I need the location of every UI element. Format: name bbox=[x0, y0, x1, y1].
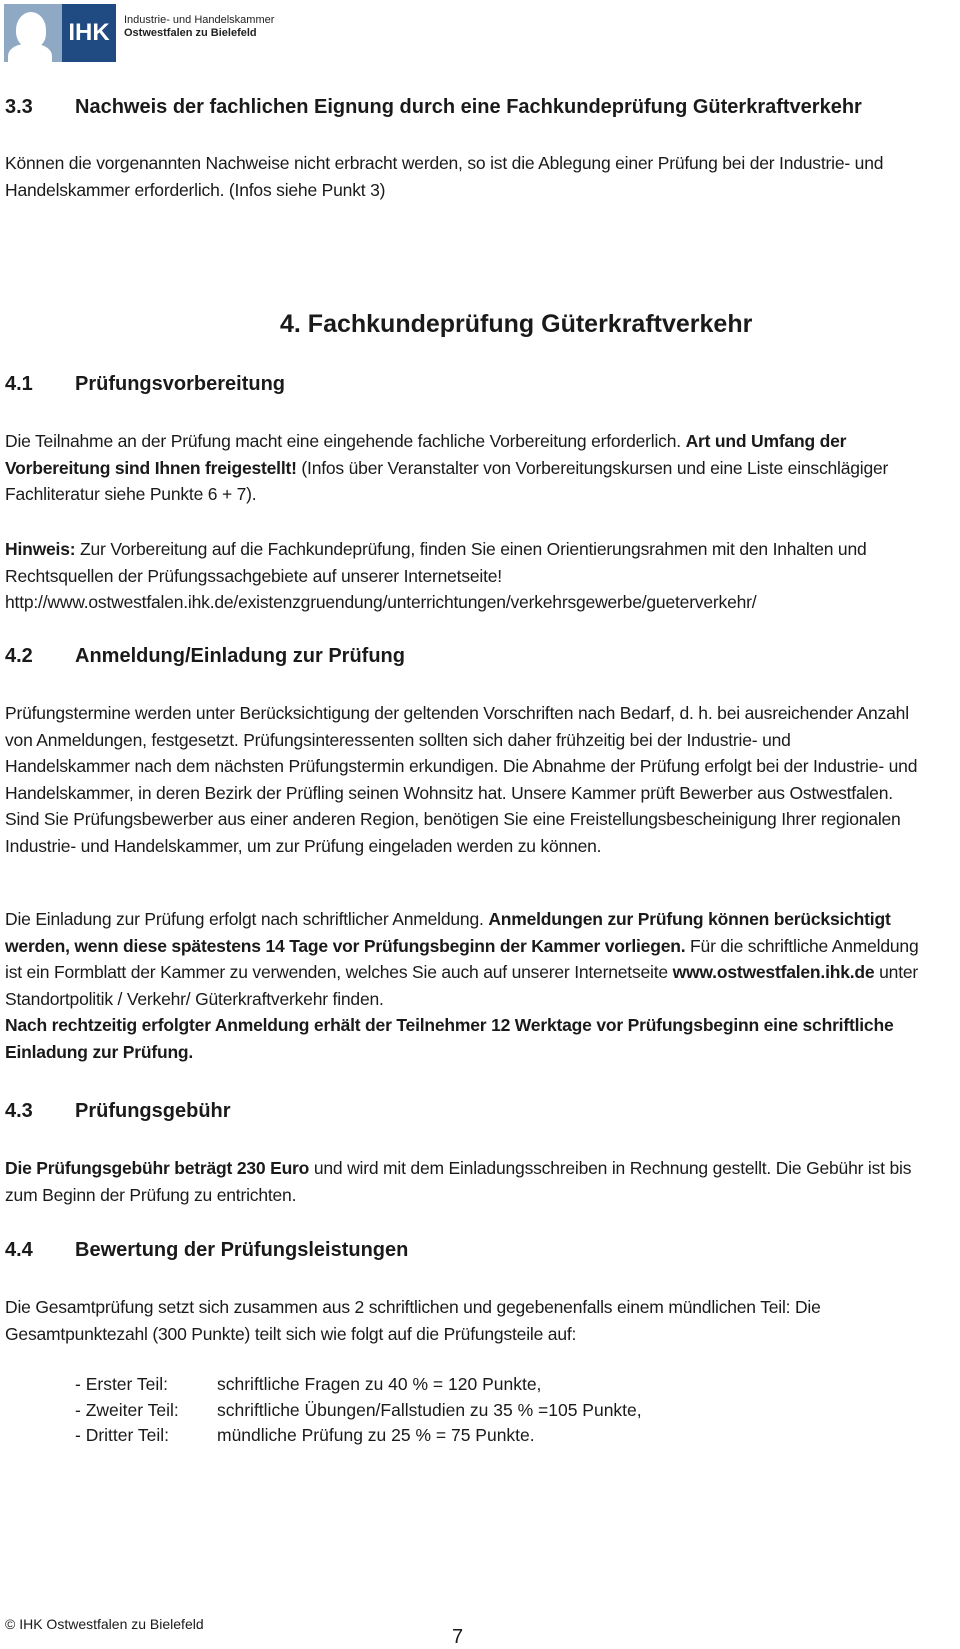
heading-4-3: 4.3 Prüfungsgebühr bbox=[5, 1100, 231, 1122]
profile-silhouette-icon bbox=[4, 4, 62, 62]
para-4-3: Die Prüfungsgebühr beträgt 230 Euro und wird mit dem Einladungsschreiben in Rechnung gestellt. Die Gebühr ist bis zum Beginn der Prüfung zu entrichten. bbox=[5, 1158, 912, 1205]
internet-link[interactable]: http://www.ostwestfalen.ihk.de/existenzgruendung/unterrichtungen/verkehrsgewerbe/gueterverkehr/ bbox=[5, 592, 757, 612]
para-4-4: Die Gesamtprüfung setzt sich zusammen aus 2 schriftlichen und gegebenenfalls einem mündlichen Teil: Die Gesamtpunktezahl (300 Punkte) teilt sich wie folgt auf die Prüfungsteile auf: bbox=[5, 1297, 821, 1344]
score-list bbox=[75, 1372, 642, 1449]
logo-line2: Ostwestfalen zu Bielefeld bbox=[124, 27, 257, 39]
para-4-2-b: Die Einladung zur Prüfung erfolgt nach schriftlicher Anmeldung. Anmeldungen zur Prüfung können berücksichtigt werden, wenn diese spätestens 14 Tage vor Prüfungsbeginn der Kammer vorliegen. Für die schriftliche Anmeldung ist ein Formblatt der Kammer zu verwenden, welches Sie auch auf unserer Internetseite www.ostwestfalen.ihk.de unter Standortpolitik / Verkehr/ Güterkraftverkehr finden. Nach rechtzeitig erfolgter Anmeldung erhält der Teilnehmer 12 Werktage vor Prüfungsbeginn eine schriftliche Einladung zur Prüfung. bbox=[5, 909, 919, 1062]
list-item: - Erster Teil: schriftliche Fragen zu 40 % = 120 Punkte, bbox=[75, 1374, 542, 1394]
para-4-2-a: Prüfungstermine werden unter Berücksichtigung der geltenden Vorschriften nach Bedarf, d. h. bei ausreichender Anzahl von Anmeldungen, festgesetzt. Prüfungsinteressenten sollten sich daher frühzeitig bei der Industrie- und Handelskammer nach dem nächsten Prüfungstermin erkundigen. Die Abnahme der Prüfung erfolgt bei der Industrie- und Handelskammer, in deren Bezirk der Prüfling seinen Wohnsitz hat. Unsere Kammer prüft Bewerber aus Ostwestfalen. Sind Sie Prüfungsbewerber aus einer anderen Region, benötigen Sie eine Freistellungsbescheinigung Ihrer regionalen Industrie- und Handelskammer, um zur Prüfung eingeladen werden zu können. bbox=[5, 703, 918, 856]
logo-line1: Industrie- und Handelskammer bbox=[124, 14, 275, 26]
para-4-1-hint: Hinweis: Zur Vorbereitung auf die Fachkundeprüfung, finden Sie einen Orientierungsrahmen mit den Inhalten und Rechtsquellen der Prüfungssachgebiete auf unserer Internetseite! http://www.ostwestfalen.ihk.de/existenzgruendung/unterrichtungen/verkehrsgewerbe/gueterverkehr/ bbox=[5, 539, 867, 612]
list-item: - Dritter Teil: mündliche Prüfung zu 25 % = 75 Punkte. bbox=[75, 1425, 535, 1445]
heading-4-4: 4.4 Bewertung der Prüfungsleistungen bbox=[5, 1239, 409, 1261]
ihk-logo bbox=[4, 4, 116, 62]
chapter-title: 4. Fachkundeprüfung Güterkraftverkehr bbox=[280, 310, 753, 338]
website-link[interactable]: www.ostwestfalen.ihk.de bbox=[672, 962, 875, 982]
heading-4-2: 4.2 Anmeldung/Einladung zur Prüfung bbox=[5, 645, 405, 667]
heading-4-1: 4.1 Prüfungsvorbereitung bbox=[5, 373, 286, 395]
para-4-1-a: Die Teilnahme an der Prüfung macht eine eingehende fachliche Vorbereitung erforderlich. Art und Umfang der Vorbereitung sind Ihnen freigestellt! (Infos über Veranstalter von Vorbereitungskursen und eine Liste einschlägiger Fachliteratur siehe Punkte 6 + 7). bbox=[5, 431, 889, 504]
page-number: 7 bbox=[452, 1626, 464, 1648]
heading-3-3: 3.3 Nachweis der fachlichen Eignung durch eine Fachkundeprüfung Güterkraftverkehr bbox=[5, 96, 862, 118]
footer-copyright: © IHK Ostwestfalen zu Bielefeld bbox=[5, 1616, 204, 1632]
para-3-3: Können die vorgenannten Nachweise nicht erbracht werden, so ist die Ablegung einer Prüfung bei der Industrie- und Handelskammer erforderlich. (Infos siehe Punkt 3) bbox=[5, 153, 884, 200]
logo-mark: IHK bbox=[62, 4, 116, 62]
logo-text bbox=[124, 14, 274, 40]
list-item: - Zweiter Teil: schriftliche Übungen/Fallstudien zu 35 % =105 Punkte, bbox=[75, 1399, 642, 1420]
